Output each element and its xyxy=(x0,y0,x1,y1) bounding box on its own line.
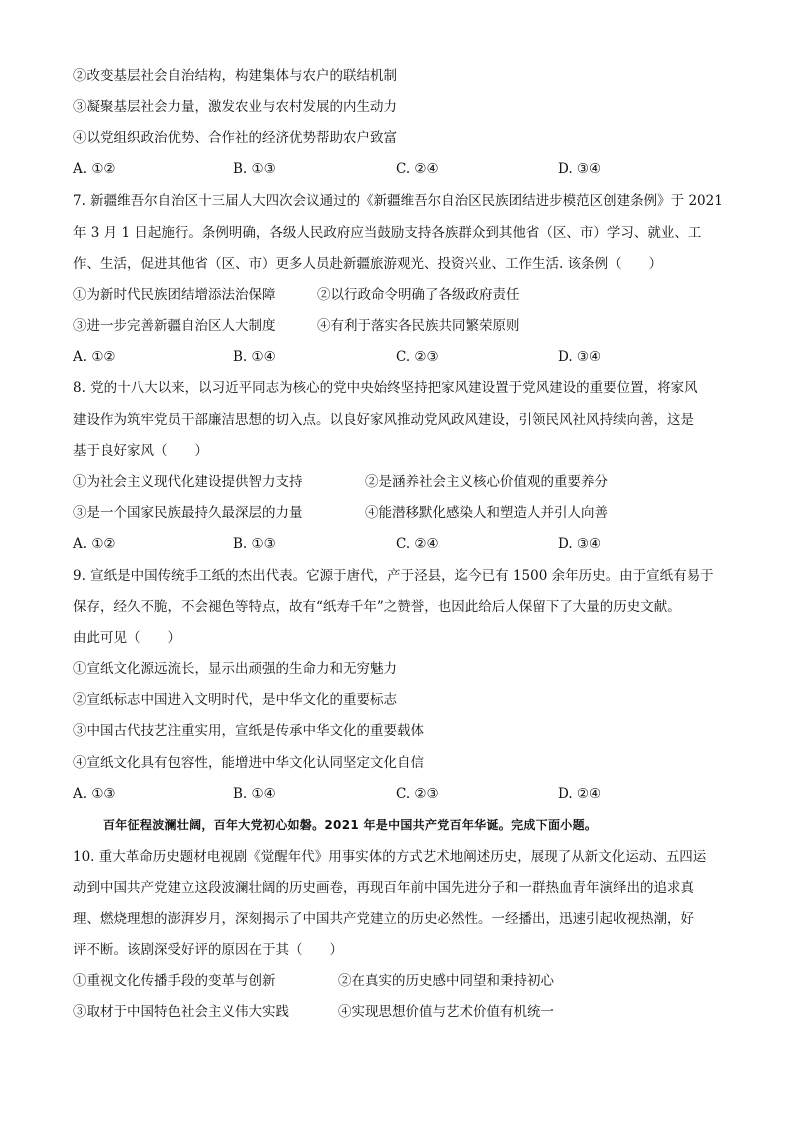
q8-option-b: B. ①③ xyxy=(233,536,276,552)
q9-statement-1: ①宣纸文化源远流长，显示出顽强的生命力和无穷魅力 xyxy=(73,661,397,677)
q8-option-d: D. ③④ xyxy=(558,536,602,552)
q7-stem-line-2: 年 3 月 1 日起施行。条例明确，各级人民政府应当鼓励支持各族群众到其他省（区、市）学习、就业、工 xyxy=(73,225,702,241)
q6-statement-3: ③凝聚基层社会力量，激发农业与农村发展的内生动力 xyxy=(73,99,397,115)
q10-stem-line-4: 评不断。该剧深受好评的原因在于其（ ） xyxy=(73,942,343,958)
q7-statement-4: ④有利于落实各民族共同繁荣原则 xyxy=(317,318,520,334)
q10-statement-2: ②在真实的历史感中同望和秉持初心 xyxy=(338,973,554,989)
q9-option-d: D. ②④ xyxy=(558,786,602,802)
q10-statement-4: ④实现思想价值与艺术价值有机统一 xyxy=(338,1004,554,1020)
q9-statement-2: ②宣纸标志中国进入文明时代，是中华文化的重要标志 xyxy=(73,692,397,708)
q9-statement-4: ④宣纸文化具有包容性，能增进中华文化认同坚定文化自信 xyxy=(73,755,424,771)
q8-option-a: A. ①② xyxy=(73,536,116,552)
q6-option-a: A. ①② xyxy=(73,161,116,177)
q8-stem-line-2: 建设作为筑牢党员干部廉洁思想的切入点。以良好家风推动党风政风建设，引领民风社风持续向善，这是 xyxy=(73,412,694,428)
q9-option-c: C. ②③ xyxy=(396,786,439,802)
q10-statement-3: ③取材于中国特色社会主义伟大实践 xyxy=(73,1004,289,1020)
q8-statement-1: ①为社会主义现代化建设提供智力支持 xyxy=(73,474,303,490)
q6-option-b: B. ①③ xyxy=(233,161,276,177)
q7-option-b: B. ①④ xyxy=(233,349,276,365)
q9-stem-line-3: 由此可见（ ） xyxy=(73,630,181,646)
q8-statement-2: ②是涵养社会主义核心价值观的重要养分 xyxy=(365,474,608,490)
q8-statement-3: ③是一个国家民族最持久最深层的力量 xyxy=(73,505,303,521)
q8-statement-4: ④能潜移默化感染人和塑造人并引人向善 xyxy=(365,505,608,521)
q6-statement-2: ②改变基层社会自治结构，构建集体与农户的联结机制 xyxy=(73,68,397,84)
q10-stem-line-1: 10. 重大革命历史题材电视剧《觉醒年代》用事实体的方式艺术地阐述历史，展现了从新文化运动、五四运 xyxy=(73,849,707,865)
q10-stem-line-2: 动到中国共产党建立这段波澜壮阔的历史画卷，再现百年前中国先进分子和一群热血青年演绎出的追求真 xyxy=(73,880,694,896)
q6-statement-4: ④以党组织政治优势、合作社的经济优势帮助农户致富 xyxy=(73,130,397,146)
q7-option-a: A. ①② xyxy=(73,349,116,365)
q7-statement-3: ③进一步完善新疆自治区人大制度 xyxy=(73,318,276,334)
q10-stem-line-3: 理、燃烧理想的澎湃岁月，深刻揭示了中国共产党建立的历史必然性。一经播出，迅速引起收视热潮，好 xyxy=(73,911,694,927)
q7-stem-line-1: 7. 新疆维吾尔自治区十三届人大四次会议通过的《新疆维吾尔自治区民族团结进步模范区创建条例》于 2021 xyxy=(73,193,723,209)
q9-option-a: A. ①③ xyxy=(73,786,116,802)
q8-stem-line-1: 8. 党的十八大以来，以习近平同志为核心的党中央始终坚持把家风建设置于党风建设的重要位置，将家风 xyxy=(73,380,698,396)
q8-option-c: C. ②④ xyxy=(396,536,439,552)
q8-stem-line-3: 基于良好家风（ ） xyxy=(73,443,208,459)
q9-option-b: B. ①④ xyxy=(233,786,276,802)
q6-option-d: D. ③④ xyxy=(558,161,602,177)
q7-option-c: C. ②③ xyxy=(396,349,439,365)
q9-statement-3: ③中国古代技艺注重实用，宣纸是传承中华文化的重要载体 xyxy=(73,723,424,739)
q9-stem-line-1: 9. 宣纸是中国传统手工纸的杰出代表。它源于唐代，产于泾县，迄今已有 1500 余年历史。由于宣纸有易于 xyxy=(73,568,714,584)
q7-statement-2: ②以行政命令明确了各级政府责任 xyxy=(317,287,520,303)
q7-stem-line-3: 作、生活，促进其他省（区、市）更多人员赴新疆旅游观光、投资兴业、工作生活. 该条例（ ） xyxy=(73,256,663,272)
q6-option-c: C. ②④ xyxy=(396,161,439,177)
q7-option-d: D. ③④ xyxy=(558,349,602,365)
q7-statement-1: ①为新时代民族团结增添法治保障 xyxy=(73,287,276,303)
section-note: 百年征程波澜壮阔，百年大党初心如磐。2021 年是中国共产党百年华诞。完成下面小题。 xyxy=(103,818,598,832)
q9-stem-line-2: 保存，经久不脆，不会褪色等特点，故有“纸寿千年”之赞誉，也因此给后人保留下了大量的历史文献。 xyxy=(73,599,681,615)
q10-statement-1: ①重视文化传播手段的变革与创新 xyxy=(73,973,276,989)
